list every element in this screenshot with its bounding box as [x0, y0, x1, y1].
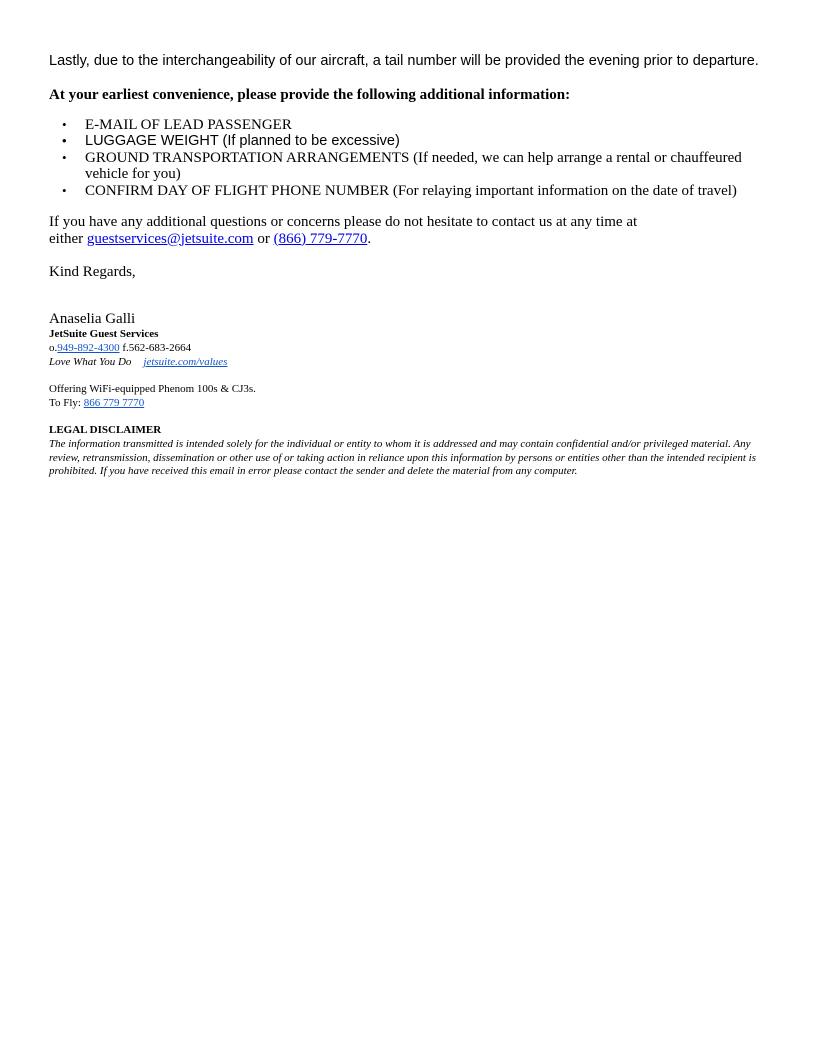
office-phone-link[interactable]: 949-892-4300	[57, 342, 120, 354]
legal-disclaimer-heading: LEGAL DISCLAIMER	[49, 424, 162, 436]
intro-paragraph: Lastly, due to the interchangeability of our aircraft, a tail number will be provided the evening prior to departure.	[49, 53, 759, 69]
contact-text: If you have any additional questions or concerns please do not hesitate to contact us at any time at	[49, 214, 638, 230]
list-item	[49, 117, 784, 133]
list-item	[49, 183, 784, 199]
office-prefix: o.	[49, 342, 58, 354]
offer-block	[49, 382, 256, 410]
list-item-text: CONFIRM DAY OF FLIGHT PHONE NUMBER (For relaying important information on the date of travel)	[85, 182, 737, 199]
list-item-text: E-MAIL OF LEAD PASSENGER	[85, 117, 292, 133]
bullet-icon: •	[62, 182, 67, 198]
list-item-text: LUGGAGE WEIGHT (If planned to be excessive)	[85, 133, 400, 150]
signature-department: JetSuite Guest Services	[49, 328, 159, 340]
request-heading: At your earliest convenience, please provide the following additional information:	[49, 87, 571, 103]
values-link[interactable]: jetsuite.com/values	[143, 356, 228, 368]
signature-tagline-row	[49, 355, 227, 369]
closing-text: Kind Regards,	[49, 264, 136, 280]
list-item	[49, 150, 784, 183]
list-item	[49, 133, 784, 149]
bullet-icon: •	[62, 149, 67, 165]
offer-text: Offering WiFi-equipped Phenom 100s & CJ3s.	[49, 383, 256, 395]
contact-either-text: either	[49, 230, 87, 247]
signature-block	[49, 327, 227, 369]
list-item-text: GROUND TRANSPORTATION ARRANGEMENTS (If needed, we can help arrange a rental or chauffeured vehicle for you)	[85, 149, 742, 183]
contact-paragraph	[49, 214, 749, 247]
to-fly-label: To Fly:	[49, 397, 84, 409]
signature-name: Anaselia Galli	[49, 311, 136, 327]
guest-services-email-link[interactable]: guestservices@jetsuite.com	[86, 230, 254, 247]
contact-end-text: .	[367, 230, 372, 247]
contact-or-text: or	[253, 230, 274, 247]
legal-disclaimer-text: The information transmitted is intended solely for the individual or entity to whom it is addressed and may contain confidential and/or privileged material. Any review, retransmission, dissemination or other use of or taking action in reliance upon this information by persons or entities other than the intended recipient is prohibited. If you have received this email in error please contact the sender and delete the material from any computer.	[49, 438, 756, 478]
bullet-icon: •	[62, 117, 67, 132]
additional-info-list	[49, 117, 784, 199]
bullet-icon: •	[62, 133, 67, 149]
signature-phones	[49, 341, 227, 355]
guest-services-phone-link[interactable]: (866) 779-7770	[273, 230, 368, 247]
fax-number: f.562-683-2664	[119, 342, 192, 354]
to-fly-row	[49, 396, 256, 410]
to-fly-phone-link[interactable]: 866 779 7770	[83, 397, 145, 409]
signature-tagline: Love What You Do	[49, 356, 132, 368]
